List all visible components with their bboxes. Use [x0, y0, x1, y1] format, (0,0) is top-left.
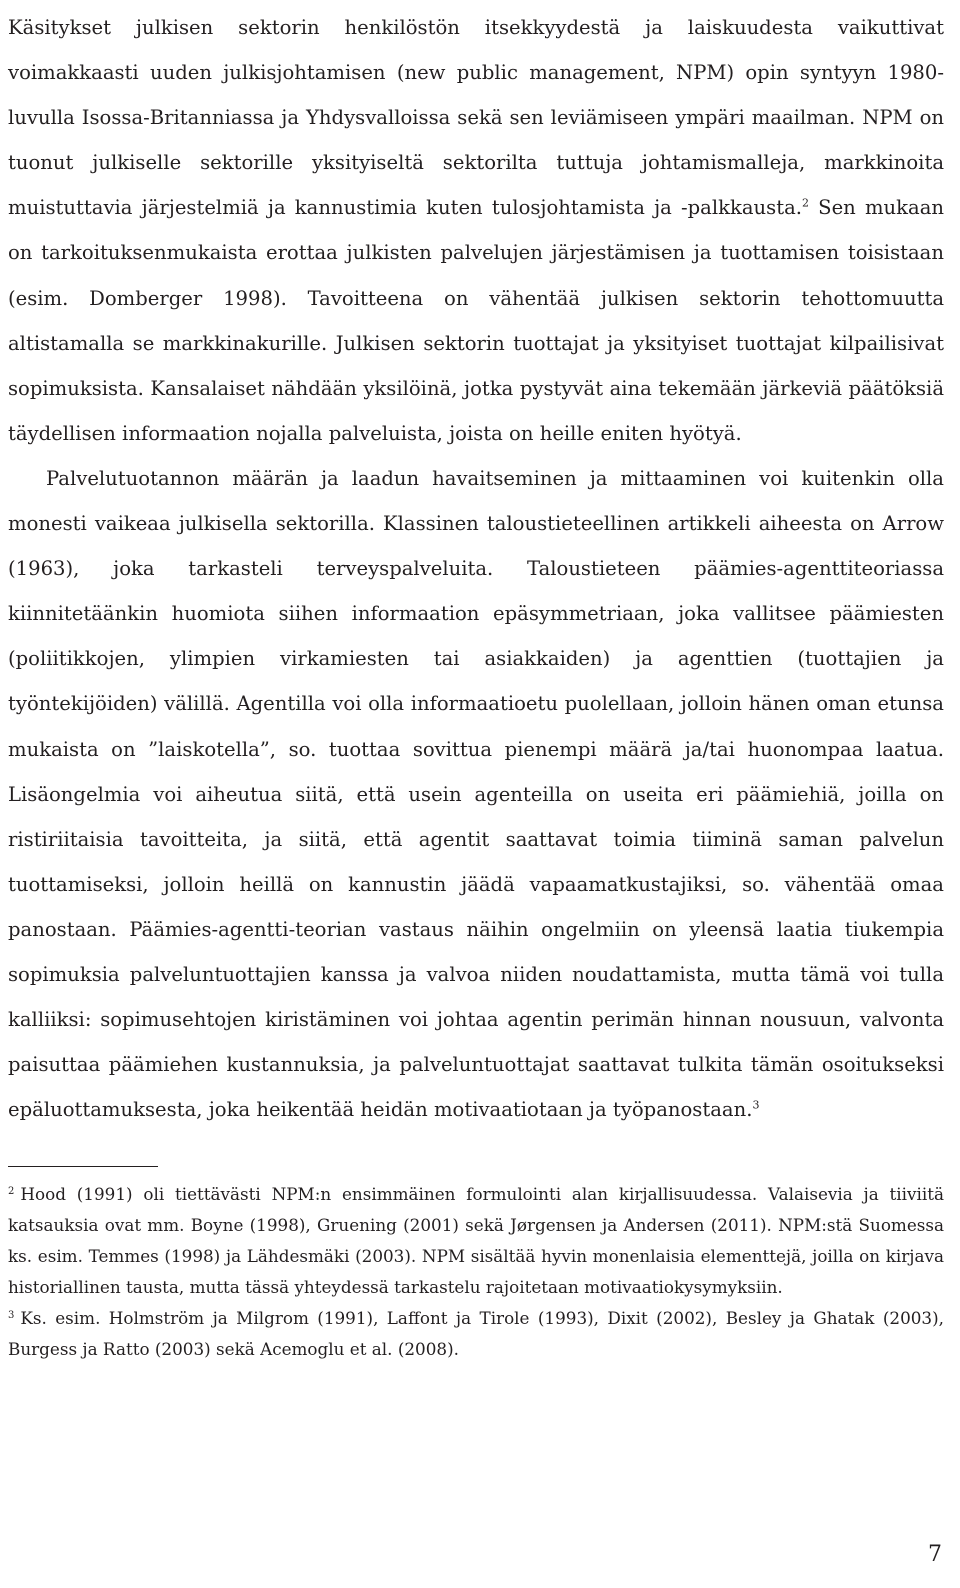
- footnote-text: Ks. esim. Holmström ja Milgrom (1991), Laffont ja Tirole (1993), Dixit (2002), Besley ja Ghatak (2003), Burgess ja Ratto (2003) sekä Acemoglu et al. (2008).: [8, 1308, 944, 1360]
- paragraph-text: Sen mukaan on tarkoituksenmukaista erottaa julkisten palvelujen järjestämisen ja tuottamisen toisistaan (esim. Domberger 1998). Tavoitteena on vähentää julkisen sektorin tehottomuutta altistamalla se markkinakurille. Julkisen sektorin tuottajat ja yksityiset tuottajat kilpailisivat sopimuksista. Kansalaiset nähdään yksilöinä, jotka pystyvät aina tekemään järkeviä päätöksiä täydellisen informaation nojalla palveluista, joista on heille eniten hyötyä.: [8, 196, 944, 445]
- footnote-reference-2[interactable]: 2: [802, 196, 809, 210]
- body-paragraph-1: [8, 0, 944, 456]
- footnote-3: [8, 1303, 944, 1365]
- paragraph-text: Palvelutuotannon määrän ja laadun havaitseminen ja mittaaminen voi kuitenkin olla monesti vaikeaa julkisella sektorilla. Klassinen taloustieteellinen artikkeli aiheesta on Arrow (1963), joka tarkasteli terveyspalveluita. Taloustieteen päämies-agenttiteoriassa kiinnitetäänkin huomiota siihen informaation epäsymmetriaan, joka vallitsee päämiesten (poliitikkojen, ylimpien virkamiesten tai asiakkaiden) ja agenttien (tuottajien ja työntekijöiden) välillä. Agentilla voi olla informaatioetu puolellaan, jolloin hänen oman etunsa mukaista on ”laiskotella”, so. tuottaa sovittua pienempi määrä ja/tai huonompaa laatua. Lisäongelmia voi aiheutua siitä, että usein agenteilla on useita eri päämiehiä, joilla on ristiriitaisia tavoitteita, ja siitä, että agentit saattavat toimia tiiminä saman palvelun tuottamiseksi, jolloin heillä on kannustin jäädä vapaamatkustajiksi, so. vähentää omaa panostaan. Päämies-agentti-teorian vastaus näihin ongelmiin on yleensä laatia tiukempia sopimuksia palveluntuottajien kanssa ja valvoa niiden noudattamista, mutta tämä voi tulla kalliiksi: sopimusehtojen kiristäminen voi johtaa agentin perimän hinnan nousuun, valvonta paisuttaa päämiehen kustannuksia, ja palveluntuottajat saattavat tulkita tämän osoitukseksi epäluottamuksesta, joka heikentää heidän motivaatiotaan ja työpanostaan.: [8, 466, 944, 1122]
- footnote-2: [8, 1179, 944, 1303]
- body-paragraph-2: [8, 456, 944, 1132]
- footnote-reference-3[interactable]: 3: [752, 1098, 760, 1112]
- footnote-separator: [8, 1166, 158, 1167]
- footnote-text: Hood (1991) oli tiettävästi NPM:n ensimmäinen formulointi alan kirjallisuudessa. Valaisevia ja tiiviitä katsauksia ovat mm. Boyne (1998), Gruening (2001) sekä Jørgensen ja Andersen (2011). NPM:stä Suomessa ks. esim. Temmes (1998) ja Lähdesmäki (2003). NPM sisältää hyvin monenlaisia elementtejä, joilla on kirjava historiallinen tausta, mutta tässä yhteydessä tarkastelu rajoitetaan motivaatiokysymyksiin.: [8, 1184, 944, 1298]
- paragraph-text: Käsitykset julkisen sektorin henkilöstön itsekkyydestä ja laiskuudesta vaikuttivat voimakkaasti uuden julkisjohtamisen (new public management, NPM) opin syntyyn 1980-luvulla Isossa-Britanniassa ja Yhdysvalloissa sekä sen leviämiseen ympäri maailman. NPM on tuonut julkiselle sektorille yksityiseltä sektorilta tuttuja johtamismalleja, markkinoita muistuttavia järjestelmiä ja kannustimia kuten tulosjohtamista ja -palkkausta.: [8, 16, 944, 220]
- footnote-marker: 3: [8, 1309, 15, 1321]
- footnote-marker: 2: [8, 1185, 15, 1197]
- document-page: [8, 0, 944, 1365]
- page-number: 7: [928, 1542, 942, 1567]
